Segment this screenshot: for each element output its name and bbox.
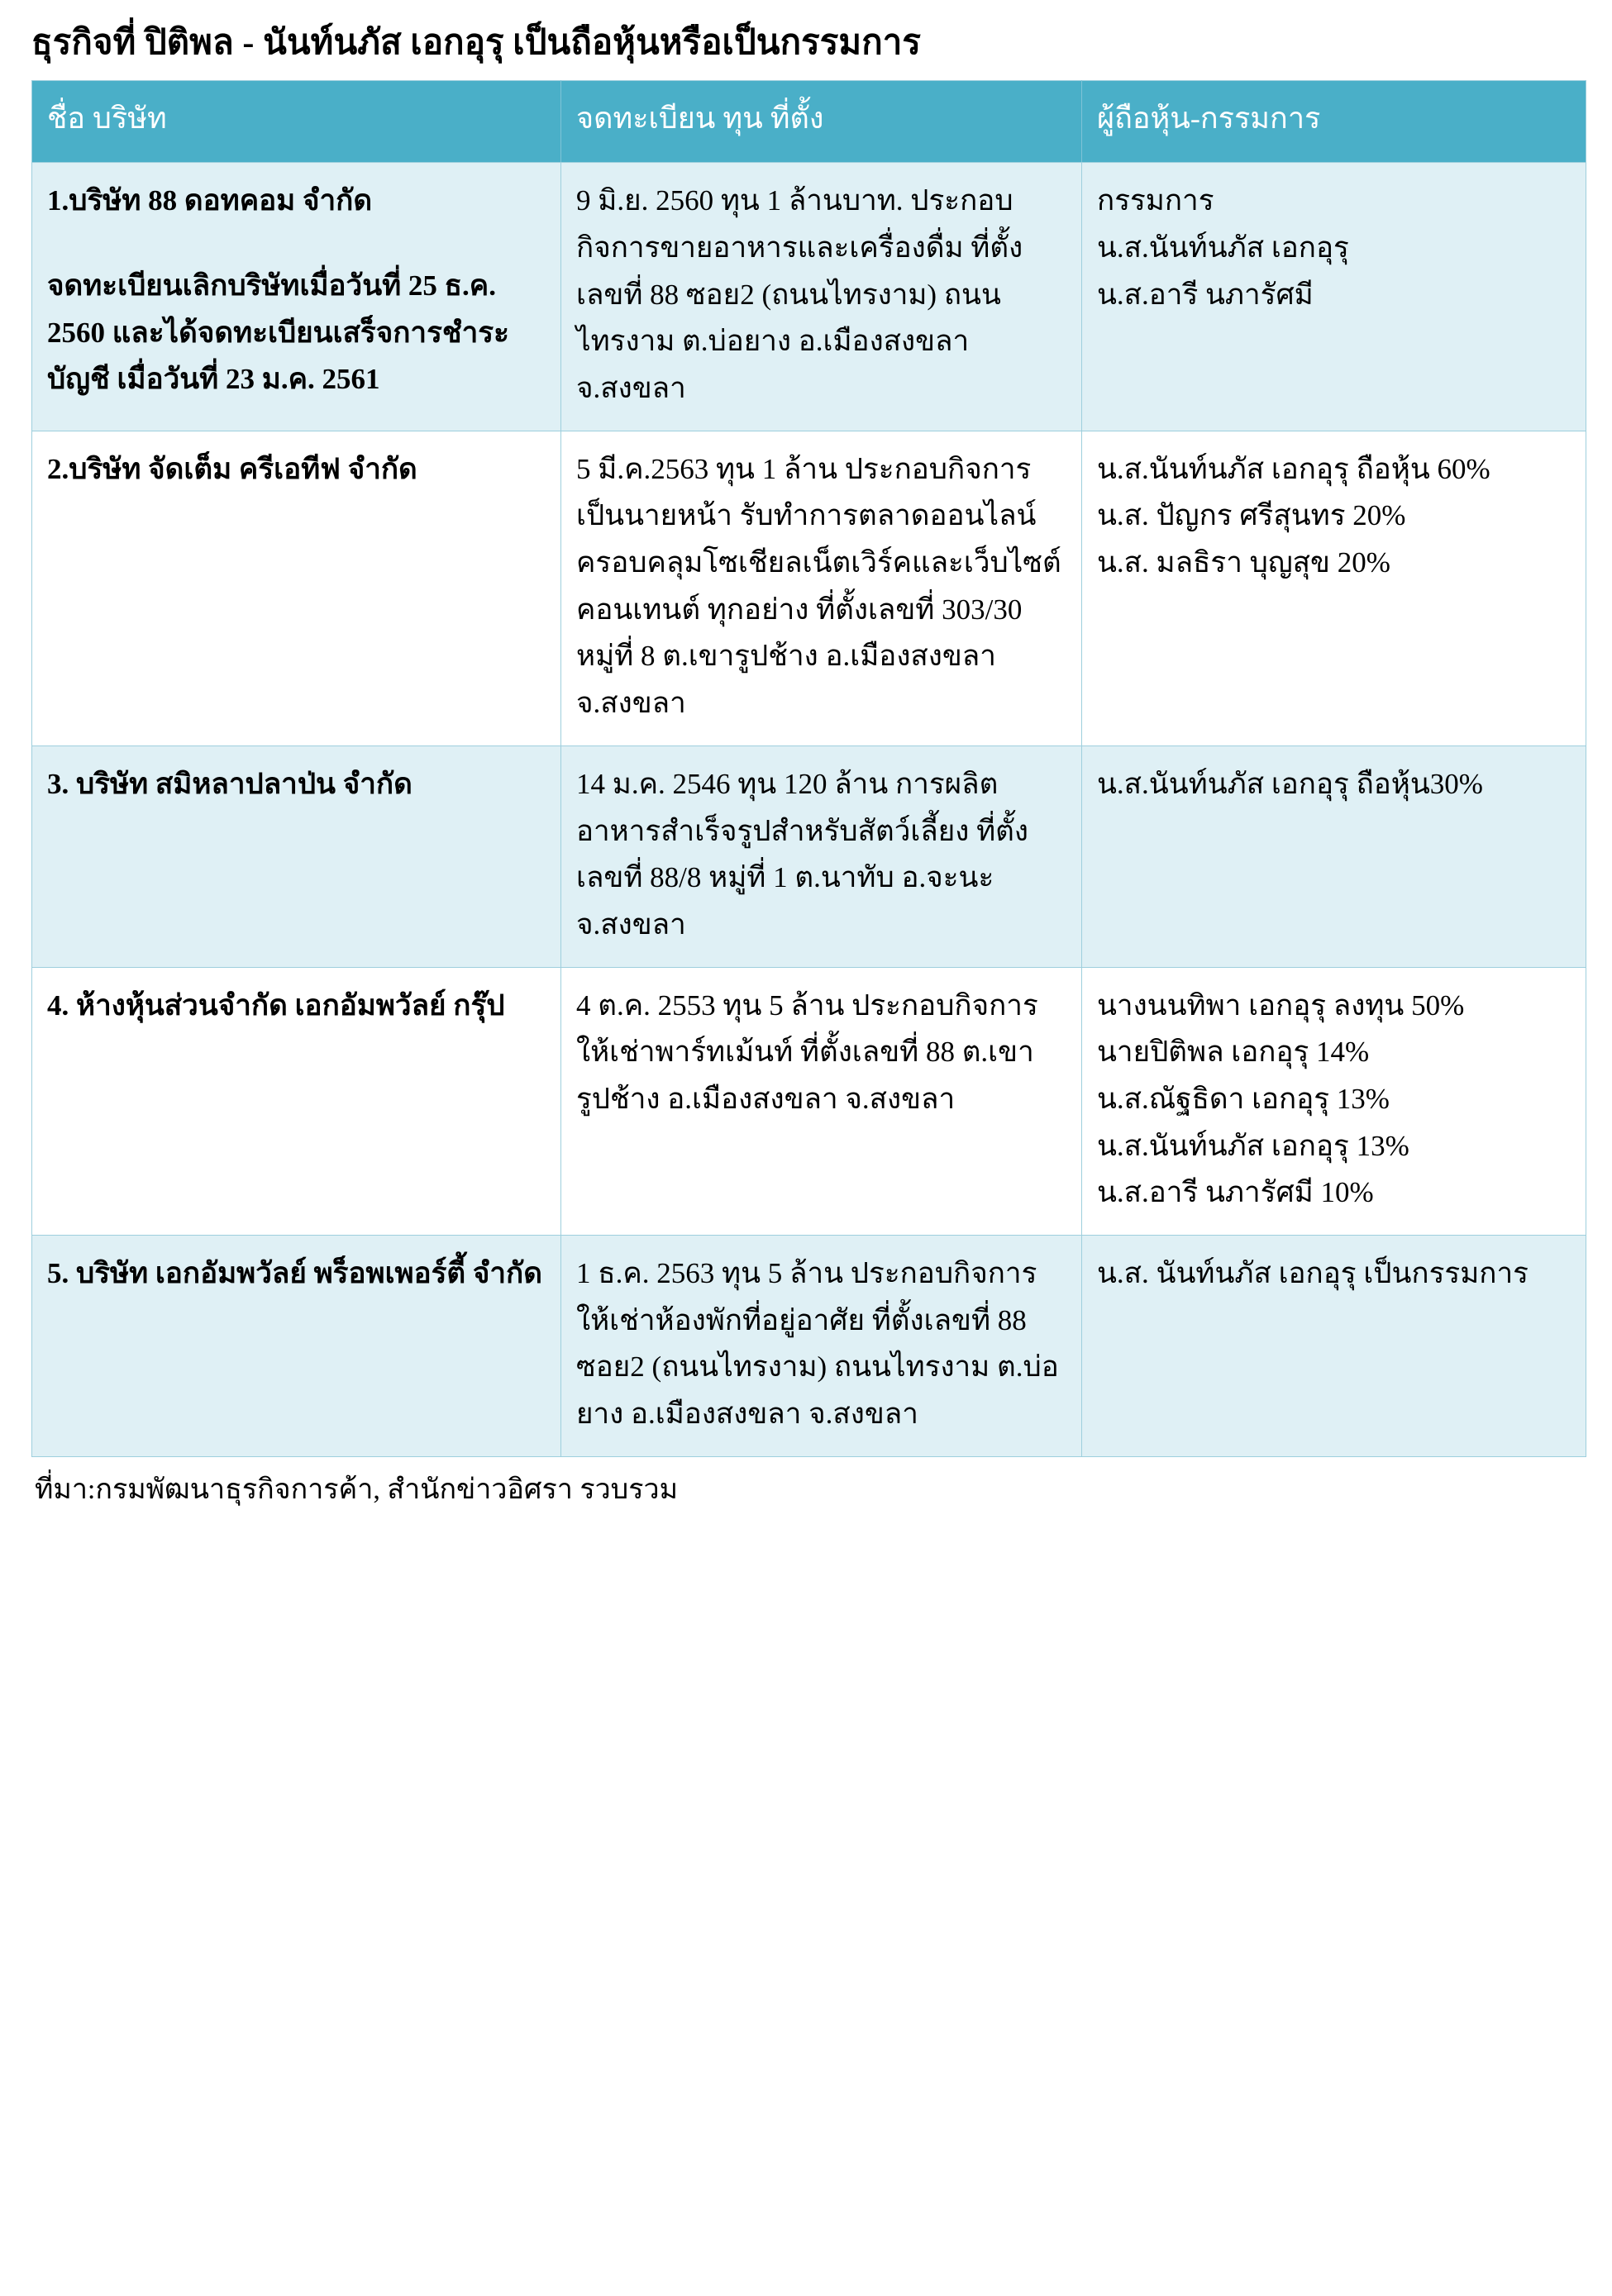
holder-item: น.ส.ณัฐธิดา เอกอุรุ 13% — [1097, 1082, 1390, 1115]
cell-company-name — [32, 745, 561, 967]
cell-company-name — [32, 1236, 561, 1457]
cell-holders — [1082, 431, 1586, 745]
company-name-text: 1.บริษัท 88 ดอทคอม จำกัด — [47, 184, 373, 217]
cell-company-name — [32, 967, 561, 1235]
column-header-company: ชื่อ บริษัท — [32, 80, 561, 163]
column-header-holders: ผู้ถือหุ้น-กรรมการ — [1082, 80, 1586, 163]
cell-holders — [1082, 967, 1586, 1235]
table-row — [32, 1236, 1586, 1457]
holder-item: นายปิติพล เอกอุรุ 14% — [1097, 1036, 1370, 1069]
cell-holders — [1082, 745, 1586, 967]
cell-holders — [1082, 1236, 1586, 1457]
cell-registration: 4 ต.ค. 2553 ทุน 5 ล้าน ประกอบกิจการให้เช่าพาร์ทเม้นท์ ที่ตั้งเลขที่ 88 ต.เขารูปช้าง อ.เมืองสงขลา จ.สงขลา — [561, 967, 1082, 1235]
table-row — [32, 967, 1586, 1235]
cell-holders — [1082, 163, 1586, 431]
page-title: ธุรกิจที่ ปิติพล - นันท์นภัส เอกอุรุ เป็นถือหุ้นหรือเป็นกรรมการ — [31, 24, 922, 62]
table-header — [32, 80, 1586, 163]
table-row — [32, 745, 1586, 967]
column-header-registration: จดทะเบียน ทุน ที่ตั้ง — [561, 80, 1082, 163]
table-body — [32, 163, 1586, 1457]
cell-registration: 14 ม.ค. 2546 ทุน 120 ล้าน การผลิตอาหารสำเร็จรูปสำหรับสัตว์เลี้ยง ที่ตั้งเลขที่ 88/8 หมู่ที่ 1 ต.นาทับ อ.จะนะ จ.สงขลา — [561, 745, 1082, 967]
holder-item: น.ส.อารี นภารัศมี — [1097, 278, 1314, 311]
table-row — [32, 163, 1586, 431]
cell-company-name — [32, 163, 561, 431]
table-header-row — [32, 80, 1586, 163]
table-container — [0, 80, 1612, 1457]
holder-item: น.ส. นันท์นภัส เอกอุรุ เป็นกรรมการ — [1097, 1257, 1529, 1290]
cell-registration: 5 มี.ค.2563 ทุน 1 ล้าน ประกอบกิจการเป็นนายหน้า รับทำการตลาดออนไลน์ ครอบคลุมโซเชียลเน็ตเวิร์คและเว็บไซต์คอนเทนต์ ทุกอย่าง ที่ตั้งเลขที่ 303/30 หมู่ที่ 8 ต.เขารูปช้าง อ.เมืองสงขลา จ.สงขลา — [561, 431, 1082, 745]
cell-company-name — [32, 431, 561, 745]
holder-item: น.ส. มลธิรา บุญสุข 20% — [1097, 546, 1390, 579]
holder-item: น.ส.อารี นภารัศมี 10% — [1097, 1176, 1374, 1209]
holder-item: น.ส. ปัญกร ศรีสุนทร 20% — [1097, 499, 1406, 532]
company-name-text: 5. บริษัท เอกอัมพวัลย์ พร็อพเพอร์ตี้ จำกัด — [47, 1257, 542, 1290]
cell-registration: 1 ธ.ค. 2563 ทุน 5 ล้าน ประกอบกิจการให้เช่าห้องพักที่อยู่อาศัย ที่ตั้งเลขที่ 88 ซอย2 (ถนนไทรงาม) ถนนไทรงาม ต.บ่อยาง อ.เมืองสงขลา จ.สงขลา — [561, 1236, 1082, 1457]
company-name-text: 2.บริษัท จัดเต็ม ครีเอทีฟ จำกัด — [47, 452, 417, 485]
business-holdings-table — [31, 80, 1586, 1457]
holder-item: น.ส.นันท์นภัส เอกอุรุ ถือหุ้น 60% — [1097, 452, 1490, 485]
company-note-text: จดทะเบียนเลิกบริษัทเมื่อวันที่ 25 ธ.ค. 2560 และได้จดทะเบียนเสร็จการชำระบัญชี เมื่อวันที่ 23 ม.ค. 2561 — [47, 269, 509, 396]
holder-item: น.ส.นันท์นภัส เอกอุรุ — [1097, 231, 1349, 264]
company-name-text: 4. ห้างหุ้นส่วนจำกัด เอกอัมพวัลย์ กรุ๊ป — [47, 988, 505, 1022]
holder-item: น.ส.นันท์นภัส เอกอุรุ 13% — [1097, 1129, 1409, 1162]
company-name-text: 3. บริษัท สมิหลาปลาป่น จำกัด — [47, 767, 413, 800]
holder-item: กรรมการ — [1097, 184, 1214, 217]
holder-item: น.ส.นันท์นภัส เอกอุรุ ถือหุ้น30% — [1097, 767, 1483, 800]
cell-registration: 9 มิ.ย. 2560 ทุน 1 ล้านบาท. ประกอบกิจการขายอาหารและเครื่องดื่ม ที่ตั้งเลขที่ 88 ซอย2 (ถนนไทรงาม) ถนนไทรงาม ต.บ่อยาง อ.เมืองสงขลา จ.สงขลา — [561, 163, 1082, 431]
source-note: ที่มา:กรมพัฒนาธุรกิจการค้า, สำนักข่าวอิศรา รวบรวม — [35, 1474, 679, 1505]
table-row — [32, 431, 1586, 745]
holder-item: นางนนทิพา เอกอุรุ ลงทุน 50% — [1097, 988, 1465, 1022]
